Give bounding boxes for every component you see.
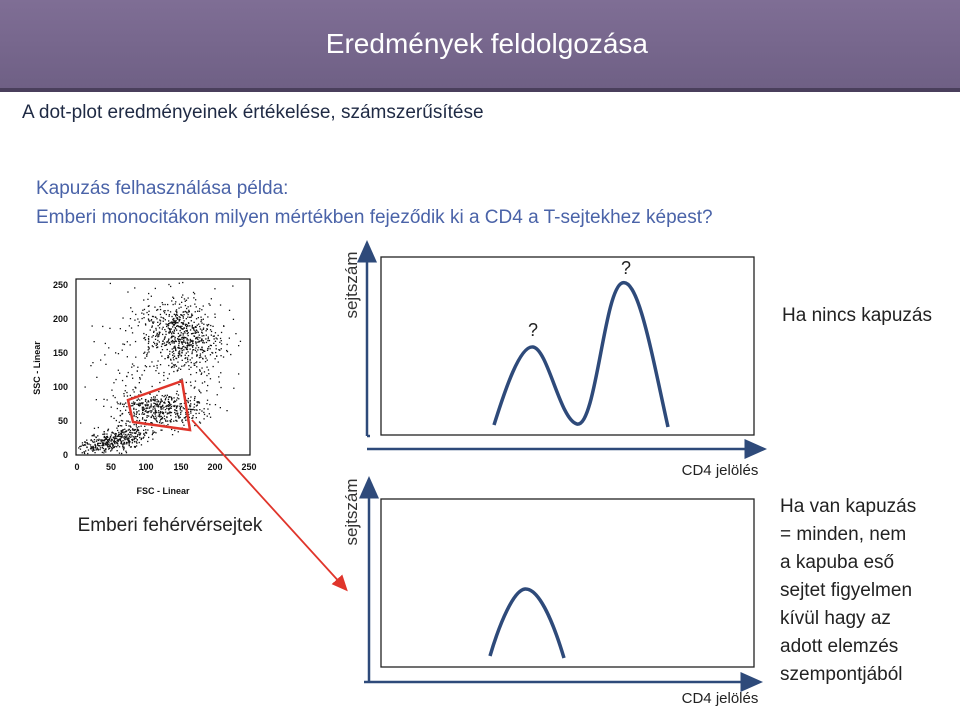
x-tick: 0 — [74, 462, 80, 472]
top-histogram — [342, 250, 758, 479]
x-tick: 200 — [207, 462, 223, 472]
y-tick: 200 — [52, 314, 68, 324]
dotplot-x-axis-label: FSC - Linear — [136, 486, 190, 496]
top-x-label: CD4 jelölés — [681, 462, 759, 479]
no-gating-note: Ha nincs kapuzás — [782, 305, 932, 326]
peak-mark-1: ? — [527, 320, 539, 340]
bottom-histogram — [342, 478, 758, 707]
x-tick: 100 — [138, 462, 154, 472]
top-y-label: sejtszám — [342, 251, 361, 319]
gating-note-line: a kapuba eső — [780, 552, 895, 573]
gating-note-line: Ha van kapuzás — [780, 496, 917, 517]
y-tick: 100 — [52, 382, 68, 392]
bottom-histogram-curve — [490, 589, 564, 658]
dotplot-caption: Emberi fehérvérsejtek — [77, 515, 263, 536]
bottom-histogram-frame — [381, 499, 754, 667]
y-tick: 250 — [52, 280, 68, 290]
y-tick: 0 — [62, 450, 68, 460]
gating-note-line: sejtet figyelmen — [780, 580, 913, 601]
x-tick: 50 — [105, 462, 117, 472]
dotplot-points — [78, 282, 241, 454]
y-tick: 150 — [52, 348, 68, 358]
dotplot-y-axis-label: SSC - Linear — [32, 341, 42, 395]
top-histogram-curve — [494, 283, 668, 427]
slide-title: Eredmények feldolgozása — [325, 28, 648, 59]
gating-note-line: = minden, nem — [780, 524, 907, 545]
slide-subtitle: A dot-plot eredményeinek értékelése, számszerűsítése — [22, 102, 484, 123]
gating-note — [780, 496, 916, 685]
gate-arrow — [192, 420, 343, 586]
question-line-1: Kapuzás felhasználása példa: — [36, 178, 289, 199]
x-tick: 150 — [173, 462, 189, 472]
top-histogram-frame — [381, 257, 754, 435]
peak-mark-2: ? — [620, 258, 632, 278]
dotplot-frame — [76, 279, 250, 455]
bottom-y-label: sejtszám — [342, 478, 361, 546]
bottom-x-label: CD4 jelölés — [681, 690, 759, 707]
x-tick: 250 — [241, 462, 257, 472]
gating-note-line: szempontjából — [780, 664, 903, 685]
dotplot-panel — [32, 279, 257, 496]
gating-note-line: adott elemzés — [780, 636, 899, 657]
question-line-2: Emberi monocitákon milyen mértékben fejeződik ki a CD4 a T-sejtekhez képest? — [36, 207, 713, 228]
gating-note-line: kívül hagy az — [780, 608, 891, 629]
y-tick: 50 — [57, 416, 68, 426]
